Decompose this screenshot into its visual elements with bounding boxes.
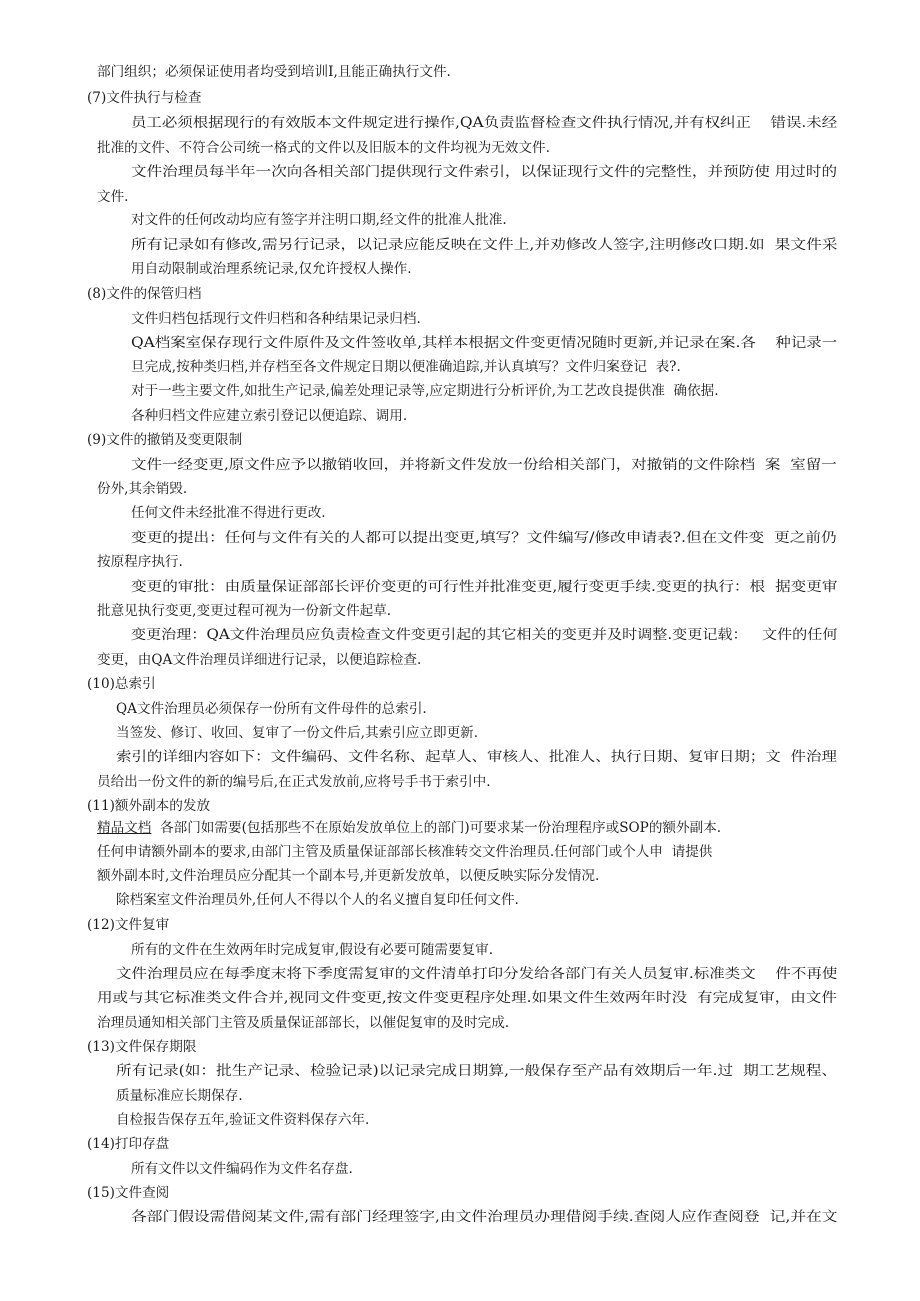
- text-line: 各部门假设需借阅某文件,需有部门经理签字,由文件治理员办理借阅手续.查阅人应作查阅登 记,并在文: [131, 1209, 838, 1225]
- text-line: 变更，由QA文件治理员详细进行记录，以便追踪检查.: [97, 652, 422, 668]
- text-line: 自检报告保存五年,验证文件资料保存六年.: [116, 1112, 370, 1128]
- text-line: 索引的详细内容如下：文件编码、文件名称、起草人、审核人、批准人、执行日期、复审日期；文 件治理: [116, 749, 837, 765]
- text-line: 用自动限制或治理系统记录,仅允许授权人操作.: [131, 261, 412, 277]
- text-line: QA文件治理员必须保存一份所有文件母件的总索引.: [116, 701, 427, 717]
- text-line: 员给出一份文件的新的编号后,在正式发放前,应将号手书于索引中.: [97, 774, 491, 790]
- text-line: 文件.: [97, 189, 129, 205]
- section-heading: (8)文件的保管归档: [87, 286, 202, 302]
- text-line: 文件治理员应在每季度末将下季度需复审的文件清单打印分发给各部门有关人员复审.标准类文 件不再使: [116, 966, 838, 982]
- section-heading: (12)文件复审: [87, 917, 170, 933]
- text-line: 任何申请额外副本的要求,由部门主管及质量保证部部长核准转交文件治理员.任何部门或个人申 请提供: [97, 844, 713, 860]
- text-line: 批意见执行变更,变更过程可视为一份新文件起草.: [97, 603, 392, 619]
- text-line: 用或与其它标准类文件合并,视同文件变更,按文件变更程序处理.如果文件生效两年时没 有完成复审，由文件: [97, 990, 837, 1006]
- text-line: 份外,其余销毁.: [97, 481, 188, 497]
- text-line: 所有文件以文件编码作为文件名存盘.: [131, 1161, 353, 1177]
- section-heading: (7)文件执行与检查: [87, 90, 202, 106]
- inline-link[interactable]: 精品文档: [97, 820, 152, 836]
- text-line: 对于一些主要文件,如批生产记录,偏差处理记录等,应定期进行分析评价,为工艺改良提供准 确依据.: [131, 383, 719, 399]
- text-line: 治理员通知相关部门主管及质量保证部部长，以催促复审的及时完成.: [97, 1015, 510, 1031]
- text-line: 除档案室文件治理员外,任何人不得以个人的名义擅自复印任何文件.: [116, 892, 519, 908]
- text-line: 变更的审批：由质量保证部部长评价变更的可行性并批准变更,履行变更手续.变更的执行：根 据变更审: [131, 579, 838, 595]
- text-line: [97, 818, 721, 838]
- section-heading: (11)额外副本的发放: [87, 798, 211, 814]
- text-line: 批准的文件、不符合公司统一格式的文件以及旧版本的文件均视为无效文件.: [97, 140, 550, 156]
- text-line: 对文件的任何改动均应有签字并注明口期,经文件的批准人批准.: [131, 212, 507, 228]
- text-line-body: 各部门如需要(包括那些不在原始发放单位上的部门)可要求某一份治理程序或SOP的额外副本.: [151, 820, 722, 836]
- text-line: 部门组织；必须保证使用者均受到培训I,且能正确执行文件.: [97, 64, 451, 80]
- section-heading: (10)总索引: [87, 676, 156, 692]
- text-line: 文件治理员每半年一次向各相关部门提供现行文件索引，以保证现行文件的完整性，并预防使 用过时的: [131, 164, 838, 180]
- section-heading: (13)文件保存期限: [87, 1039, 197, 1055]
- text-line: 额外副本时,文件治理员应分配其一个副本号,并更新发放单，以便反映实际分发情况.: [97, 868, 600, 884]
- text-line: 所有的文件在生效两年时完成复审,假设有必要可随需要复审.: [131, 942, 494, 958]
- text-line: 所有记录如有修改,需另行记录，以记录应能反映在文件上,并劝修改人签字,注明修改口期.如 果文件采: [131, 237, 838, 253]
- text-line: 任何文件未经批准不得进行更改.: [131, 505, 326, 521]
- text-line: 文件一经变更,原文件应予以撤销收回，并将新文件发放一份给相关部门，对撤销的文件除档 案 室留一: [131, 457, 837, 473]
- text-line: 质量标准应长期保存.: [116, 1088, 243, 1104]
- text-line: 各种归档文件应建立索引登记以便追踪、调用.: [131, 408, 408, 424]
- text-line: 文件归档包括现行文件归档和各种结果记录归档.: [131, 311, 421, 327]
- text-line: 当签发、修订、收回、复审了一份文件后,其索引应立即更新.: [116, 725, 479, 741]
- section-heading: (14)打印存盘: [87, 1136, 170, 1152]
- text-line: 按原程序执行.: [97, 554, 183, 570]
- text-line: QA档案室保存现行文件原件及文件签收单,其样本根据文件变更情况随时更新,并记录在案.各 种记录一: [131, 335, 838, 351]
- text-line: 旦完成,按种类归档,并存档至各文件规定日期以便准确追踪,并认真填写？文件归案登记 表?.: [131, 359, 681, 375]
- text-line: 变更治理：QA文件治理员应负责检查文件变更引起的其它相关的变更并及时调整.变更记载： 文件的任何: [131, 627, 838, 643]
- text-line: 员工必须根据现行的有效版本文件规定进行操作,QA负责监督检查文件执行情况,并有权纠正 错误.未经: [131, 115, 838, 131]
- text-line: 所有记录(如：批生产记录、检验记录)以记录完成日期算,一般保存至产品有效期后一年.过 期工艺规程、: [116, 1063, 838, 1079]
- section-heading: (15)文件查阅: [87, 1185, 170, 1201]
- section-heading: (9)文件的撤销及变更限制: [87, 432, 243, 448]
- text-line: 变更的提出：任何与文件有关的人都可以提出变更,填写？文件编写/修改申请表?.但在文件变 更之前仍: [131, 530, 837, 546]
